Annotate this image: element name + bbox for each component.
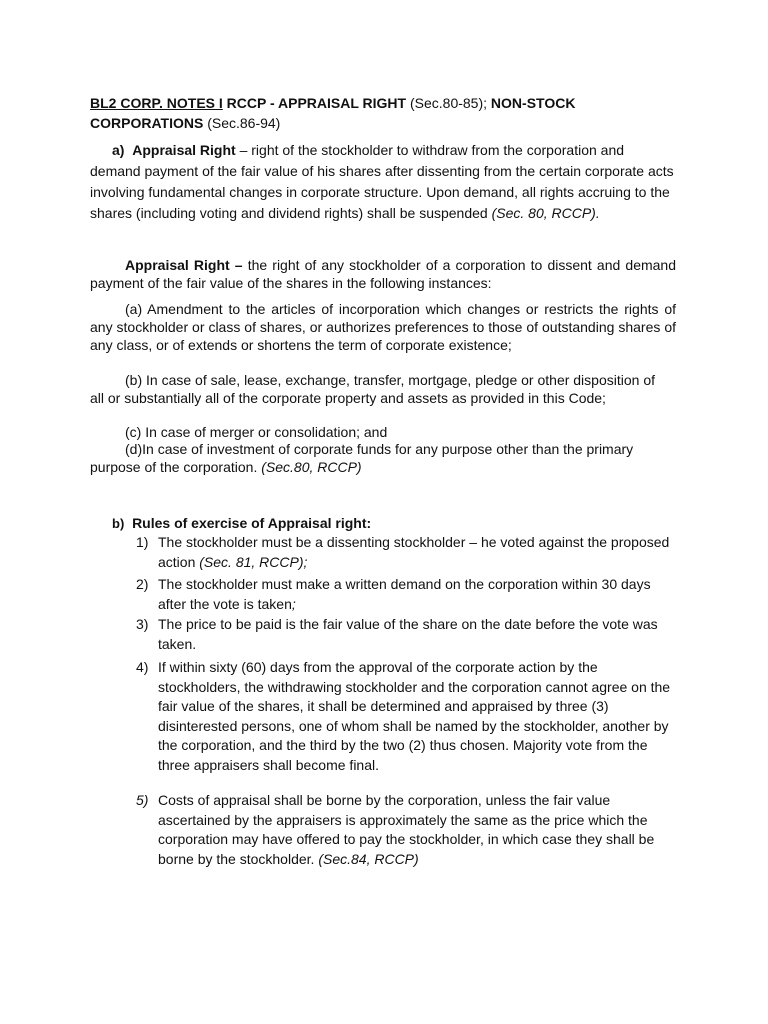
rule-text: If within sixty (60) days from the approval of the corporate action by the stockholders, the withdrawing stockholder and the corporation cannot agree on the fair value of the shares, it shall be determined and appraised by three (3) disinterested persons, one of whom shall be named by the stockholder, another by the corporation, and the third by the two (2) thus chosen. Majority vote from the three appraisers shall become final. bbox=[158, 659, 671, 773]
instance-d bbox=[90, 440, 650, 476]
rule-citation: (Sec.84, RCCP) bbox=[318, 850, 419, 867]
section-a bbox=[90, 140, 676, 224]
paragraph-term: Appraisal Right – bbox=[125, 257, 243, 273]
rule-text: Costs of appraisal shall be borne by the corporation, unless the fair value ascertained by the appraisers is approximately the same as the price which the corporation may have offered to pay the stockholder, in which case they shall be borne by the stockholder. bbox=[158, 792, 655, 867]
rule-number: 4) bbox=[136, 659, 149, 675]
instance-b bbox=[90, 371, 670, 407]
instance-b-label: (b) bbox=[125, 372, 143, 388]
instance-c-text: In case of merger or consolidation; and bbox=[145, 424, 388, 440]
section-b-heading bbox=[112, 514, 371, 533]
section-a-citation: (Sec. 80, RCCP). bbox=[491, 205, 600, 221]
document-heading bbox=[90, 93, 690, 133]
appraisal-right-paragraph bbox=[90, 256, 676, 292]
heading-sections-1: (Sec.80-85); bbox=[406, 95, 491, 111]
heading-notes-title: BL2 CORP. NOTES I bbox=[90, 95, 223, 111]
rule-number: 1) bbox=[136, 534, 149, 550]
instance-c-label: (c) bbox=[125, 424, 142, 440]
instance-a bbox=[90, 300, 676, 354]
section-b-title: Rules of exercise of Appraisal right: bbox=[132, 515, 372, 531]
instance-c bbox=[90, 423, 676, 441]
rule-text: The price to be paid is the fair value of the share on the date before the vote was taken. bbox=[158, 616, 658, 652]
heading-topic-2: NON-STOCK CORPORATIONS bbox=[90, 95, 576, 131]
rule-number: 5) bbox=[136, 792, 149, 808]
instance-a-text: Amendment to the articles of incorporation which changes or restricts the rights of any stockholder or class of shares, or authorizes preferences to those of outstanding shares of any class, or of extends or shortens the term of corporate existence; bbox=[90, 301, 676, 353]
section-b-letter: b) bbox=[112, 516, 125, 531]
section-a-letter: a) bbox=[112, 142, 125, 158]
rule-number: 2) bbox=[136, 576, 149, 592]
instance-b-text: In case of sale, lease, exchange, transfer, mortgage, pledge or other disposition of all or substantially all of the corporate property and assets as provided in this Code; bbox=[90, 372, 655, 406]
rule-text: The stockholder must make a written demand on the corporation within 30 days after the vote is taken bbox=[158, 576, 651, 612]
instance-a-label: (a) bbox=[125, 301, 143, 317]
section-a-term: Appraisal Right bbox=[132, 142, 236, 158]
section-a-body: – right of the stockholder to withdraw from the corporation and demand payment of the fair value of his shares after dissenting from the certain corporate acts involving fundamental changes in corporate structure. Upon demand, all rights accruing to the shares (including voting and dividend rights) shall be suspended bbox=[90, 142, 674, 221]
rule-number: 3) bbox=[136, 616, 149, 632]
heading-sections-2: (Sec.86-94) bbox=[203, 115, 281, 131]
paragraph-body: the right of any stockholder of a corporation to dissent and demand payment of the fair value of the shares in the following instances: bbox=[90, 257, 677, 291]
rule-citation: ; bbox=[291, 595, 296, 612]
heading-topic: RCCP - APPRAISAL RIGHT bbox=[222, 95, 407, 111]
instance-d-text: In case of investment of corporate funds for any purpose other than the primary purpose of the corporation. bbox=[90, 441, 634, 475]
rule-text: The stockholder must be a dissenting stockholder – he voted against the proposed action bbox=[158, 534, 670, 570]
rule-citation: (Sec. 81, RCCP); bbox=[199, 553, 308, 570]
instance-d-label: (d) bbox=[125, 441, 143, 457]
instance-d-citation: (Sec.80, RCCP) bbox=[261, 459, 362, 475]
